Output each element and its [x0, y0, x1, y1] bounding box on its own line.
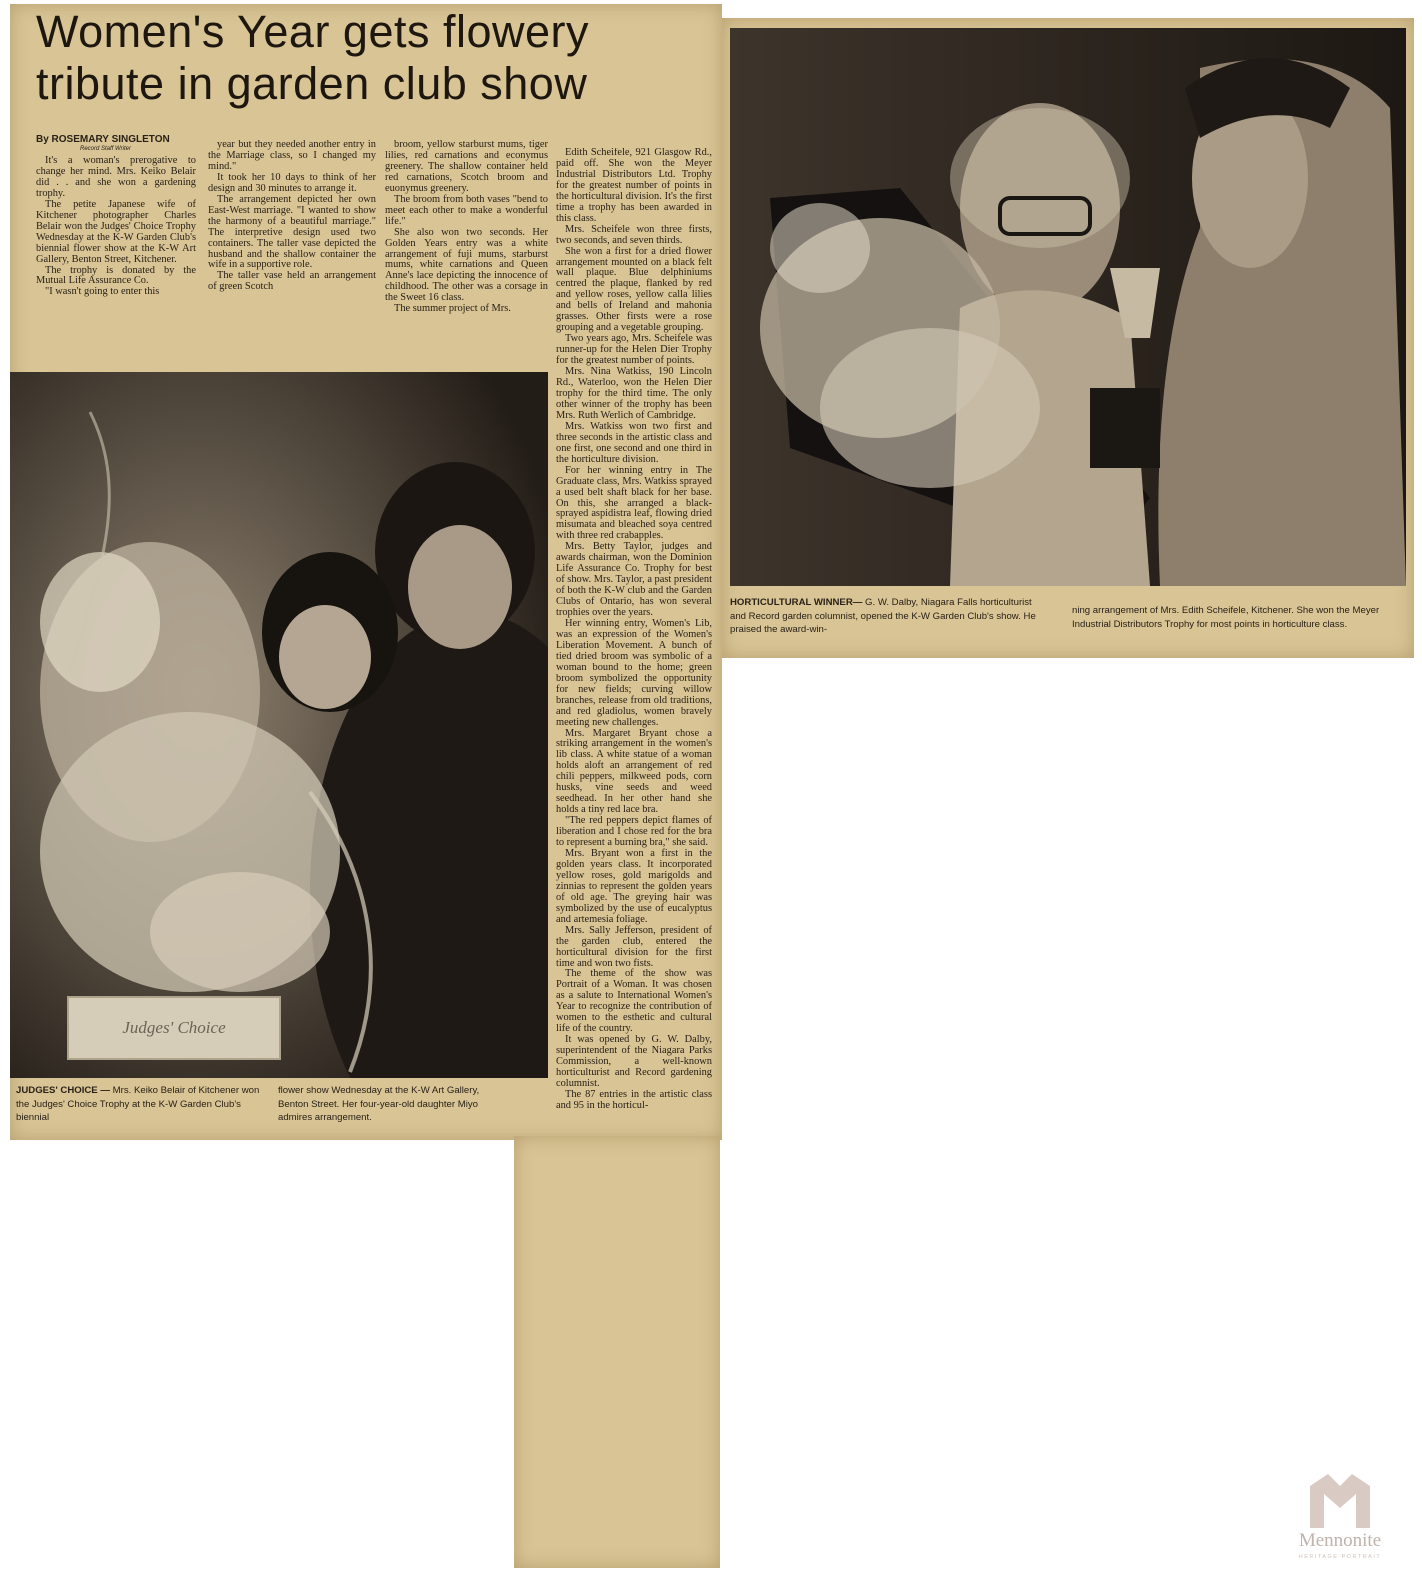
paragraph: Mrs. Bryant won a first in the golden years class. It incorporated yellow roses, gold marigolds and zinnias to represent the golden years of old age. The greying hair was symbolized by the use of eucalyptus and artemesia foliage.	[556, 848, 712, 925]
paragraph: The arrangement depicted her own East-West marriage. "I wanted to show the harmony of a beautiful marriage." The interpretive design used two containers. The taller vase depicted the husband and the shallow container the wife in a supportive role.	[208, 193, 376, 271]
paragraph: It's a woman's prerogative to change her mind. Mrs. Keiko Belair did . . and she won a gardening trophy.	[36, 156, 196, 199]
photo-judges-choice	[10, 372, 548, 1078]
caption-text: flower show Wednesday at the K-W Art Gallery, Benton Street. Her four-year-old daughter Miyo admires arrangement.	[278, 1085, 480, 1124]
mennonite-logo-icon	[1290, 1470, 1390, 1530]
caption-judges-choice-right	[278, 1084, 512, 1125]
paragraph: "I wasn't going to enter this	[45, 286, 160, 298]
caption-text: ning arrangement of Mrs. Edith Scheifele, Kitchener. She won the Meyer Industrial Distributors Trophy for most points in horticulture class.	[1072, 605, 1380, 630]
paragraph: Mrs. Betty Taylor, judges and awards chairman, won the Dominion Life Assurance Co. Trophy for best of show. Mrs. Taylor, a past president of both the K-W club and the Garden Clubs of Ontario, has won several trophies over the years.	[556, 541, 712, 619]
paragraph: Mrs. Sally Jefferson, president of the garden club, entered the horticultural division for the first time and won two fists.	[556, 924, 712, 969]
paragraph: Mrs. Margaret Bryant chose a striking arrangement in the women's lib class. A white statue of a woman holds aloft an arrangement of red chili peppers, milkweed pods, corn husks, vine seeds and weed seedhead. In her other hand she holds a tiny red lace bra.	[556, 727, 712, 816]
paragraph: The summer project of Mrs.	[394, 303, 511, 315]
article-column-3	[385, 140, 548, 372]
photo-horticultural-winner	[730, 28, 1406, 586]
caption-lead: JUDGES' CHOICE —	[16, 1085, 110, 1096]
paragraph: She won a first for a dried flower arrangement mounted on a black felt wall plaque. Blue delphiniums centred the plaque, flanked by red and yellow roses, yellow calla lilies and bells of Ireland and mahonia grasses. Other firsts were a rose grouping and a vegetable grouping.	[556, 245, 712, 334]
caption-lead: HORTICULTURAL WINNER—	[730, 597, 863, 608]
judges-choice-plaque: Judges' Choice	[67, 996, 281, 1060]
paragraph: Mrs. Watkiss won two first and three seconds in the artistic class and one first, one second and one third in the horticulture division.	[556, 420, 712, 465]
paragraph: The trophy is donated by the Mutual Life Assurance Co.	[36, 264, 196, 287]
caption-horticultural-right	[1072, 604, 1392, 631]
photo-judges-choice-image	[10, 372, 548, 1078]
paragraph: broom, yellow starburst mums, tiger lilies, red carnations and econymus greenery. The shallow container held red carnations, Scotch broom and euonymus greenery.	[385, 140, 548, 194]
logo-name: Mennonite	[1298, 1530, 1382, 1551]
paragraph: Mrs. Scheifele won three firsts, two seconds, and seven thirds.	[556, 223, 712, 246]
photo-horticultural-winner-image	[730, 28, 1406, 586]
caption-text: Mrs. Keiko Belair of Kitchener won the Judges' Choice Trophy at the K-W Garden Club's biennial	[16, 1085, 260, 1124]
paragraph: She also won two seconds. Her Golden Years entry was a white arrangement of fuji mums, starburst mums, white carnations and Queen Anne's lace depicting the innocence of childhood. The other was a corsage in the Sweet 16 class.	[385, 226, 548, 304]
caption-judges-choice-left	[16, 1084, 262, 1125]
article-column-4	[556, 148, 712, 1564]
paragraph: The 87 entries in the artistic class and 95 in the horticul-	[556, 1088, 712, 1111]
byline: By ROSEMARY SINGLETON	[36, 134, 170, 145]
mennonite-heritage-logo	[1290, 1470, 1390, 1570]
caption-text: G. W. Dalby, Niagara Falls horticulturist and Record garden columnist, opened the K-W Garden Club's show. He praised the award-win-	[730, 597, 1036, 636]
article-column-1	[36, 156, 196, 372]
paragraph: Two years ago, Mrs. Scheifele was runner-up for the Helen Dier Trophy for the greatest number of points.	[556, 333, 712, 367]
paragraph: The petite Japanese wife of Kitchener photographer Charles Belair won the Judges' Choice Trophy Wednesday at the K-W Garden Club's biennial flower show at the K-W Art Gallery, Benton Street, Kitchener.	[36, 198, 196, 265]
paragraph: The taller vase held an arrangement of green Scotch	[208, 270, 376, 293]
paragraph: It was opened by G. W. Dalby, superintendent of the Niagara Parks Commission, a well-known horticulturist and Record gardening columnist.	[556, 1034, 712, 1090]
paragraph: For her winning entry in The Graduate class, Mrs. Watkiss sprayed a used belt shaft black for her base. On this, she arranged a black-sprayed aspidistra leaf, flowing dried misumata and bleached soya centred with three red crabapples.	[556, 464, 712, 542]
paragraph: Mrs. Nina Watkiss, 190 Lincoln Rd., Waterloo, won the Helen Dier trophy for the third time. The only other winner of the trophy has been Mrs. Ruth Werlich of Cambridge.	[556, 366, 712, 421]
caption-horticultural-left	[730, 596, 1048, 637]
paragraph: "The red peppers depict flames of liberation and I chose red for the bra to represent a burning bra," she said.	[556, 815, 712, 849]
byline-role: Record Staff Writer	[80, 146, 132, 152]
paragraph: The broom from both vases "bend to meet each other to make a wonderful life."	[385, 193, 548, 227]
paragraph: Her winning entry, Women's Lib, was an expression of the Women's Liberation Movement. A bunch of tied dried broom was symbolic of a woman bound to the home; green broom symbolized the opportunity for new fields; curving willow branches, release from old traditions, and red gladiolus, women bravely meeting new challenges.	[556, 617, 712, 728]
paragraph: year but they needed another entry in the Marriage class, so I changed my mind."	[208, 140, 376, 172]
paragraph: The theme of the show was Portrait of a Woman. It was chosen as a salute to International Women's Year to recognize the contribution of women to the esthetic and cultural life of the country.	[556, 968, 712, 1035]
paragraph: Edith Scheifele, 921 Glasgow Rd., paid off. She won the Meyer Industrial Distributors Ltd. Trophy for the greatest number of points in the horticultural division. It's the first time a trophy has been awarded in this class.	[556, 148, 712, 224]
headline: Women's Year gets flowery tribute in garden club show	[36, 6, 590, 109]
article-column-2	[208, 140, 376, 372]
logo-subtitle: HERITAGE PORTRAIT	[1298, 1554, 1382, 1560]
paragraph: It took her 10 days to think of her design and 30 minutes to arrange it.	[208, 171, 376, 194]
